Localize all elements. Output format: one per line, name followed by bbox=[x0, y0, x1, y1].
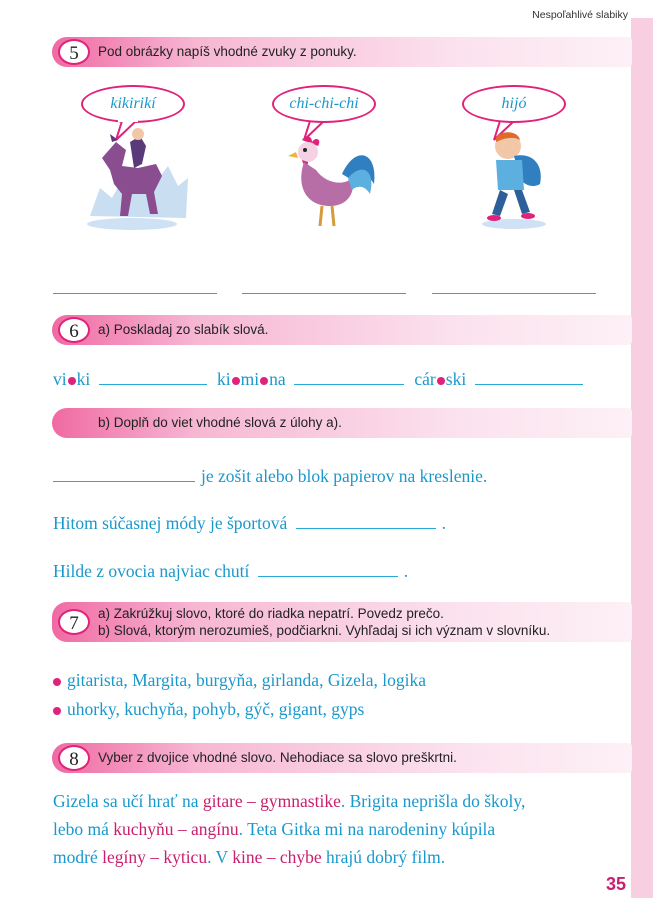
exercise-6b-banner bbox=[52, 408, 632, 438]
speech-bubble-1: kikirikí bbox=[81, 85, 185, 123]
syllable: na bbox=[269, 369, 286, 389]
word-choice-4[interactable]: kine – chybe bbox=[232, 847, 322, 867]
rooster-illustration bbox=[286, 134, 378, 232]
syllable-answer-blank-2[interactable] bbox=[294, 370, 404, 385]
chapter-header: Nespoľahlivé slabiky bbox=[532, 9, 628, 21]
sentence-3 bbox=[53, 561, 408, 582]
exercise-6a-instruction: a) Poskladaj zo slabík slová. bbox=[98, 322, 269, 337]
speech-bubble-3: hijó bbox=[462, 85, 566, 123]
sentence-2-blank[interactable] bbox=[296, 514, 436, 529]
sentence-3-blank[interactable] bbox=[258, 562, 398, 577]
syllable: vi bbox=[53, 369, 67, 389]
answer-line-5-3[interactable] bbox=[432, 293, 596, 294]
sentence-1-after: je zošit alebo blok papierov na kreslenie. bbox=[201, 466, 488, 486]
syllable: ski bbox=[445, 369, 467, 389]
word-row-1-text: gitarista, Margita, burgyňa, girlanda, Gizela, logika bbox=[67, 670, 426, 690]
syllable-dot bbox=[232, 377, 240, 385]
sentence-1-blank[interactable] bbox=[53, 467, 195, 482]
sentence-1 bbox=[53, 466, 487, 487]
exercise-5-number: 5 bbox=[58, 39, 90, 65]
exercise-8-line-3 bbox=[53, 843, 613, 871]
word-row-2-text: uhorky, kuchyňa, pohyb, gýč, gigant, gyps bbox=[67, 699, 365, 719]
text-plain: . Brigita neprišla do školy, bbox=[340, 791, 526, 811]
syllable-answer-blank-1[interactable] bbox=[99, 370, 207, 385]
bullet-icon bbox=[53, 678, 61, 686]
exercise-8-line-1 bbox=[53, 787, 613, 815]
exercise-6-number: 6 bbox=[58, 317, 90, 343]
sentence-3-before: Hilde z ovocia najviac chutí bbox=[53, 561, 250, 581]
syllable-row bbox=[53, 369, 583, 390]
exercise-7b-instruction: b) Slová, ktorým nerozumieš, podčiarkni. Vyhľadaj si ich význam v slovníku. bbox=[98, 623, 551, 638]
answer-line-5-2[interactable] bbox=[242, 293, 406, 294]
syllable-dot bbox=[260, 377, 268, 385]
text-plain: lebo má bbox=[53, 819, 114, 839]
exercise-7-number: 7 bbox=[58, 609, 90, 635]
syllable-dot bbox=[437, 377, 445, 385]
exercise-6b-instruction: b) Doplň do viet vhodné slová z úlohy a). bbox=[98, 415, 342, 430]
syllable: ki bbox=[76, 369, 91, 389]
boy-with-backpack-illustration bbox=[478, 130, 550, 230]
text-plain: Gizela sa učí hrať na bbox=[53, 791, 203, 811]
exercise-8-line-2 bbox=[53, 815, 613, 843]
page-number: 35 bbox=[605, 874, 626, 894]
exercise-8-number: 8 bbox=[58, 745, 90, 771]
exercise-7-banner bbox=[52, 602, 632, 642]
sentence-2-before: Hitom súčasnej módy je športová bbox=[53, 513, 288, 533]
speech-bubble-2: chi-chi-chi bbox=[272, 85, 376, 123]
answer-line-5-1[interactable] bbox=[53, 293, 217, 294]
word-choice-3[interactable]: legíny – kyticu bbox=[102, 847, 208, 867]
word-row-2 bbox=[53, 699, 364, 720]
exercise-8-instruction: Vyber z dvojice vhodné slovo. Nehodiace sa slovo preškrtni. bbox=[98, 750, 457, 765]
word-row-1 bbox=[53, 670, 426, 691]
exercise-6-banner bbox=[52, 315, 632, 345]
syllable: ki bbox=[217, 369, 231, 389]
text-plain: . Teta Gitka mi na narodeniny kúpila bbox=[238, 819, 496, 839]
syllable: mi bbox=[240, 369, 260, 389]
text-plain: . V bbox=[207, 847, 233, 867]
exercise-8-text bbox=[53, 787, 613, 871]
exercise-7-instructions bbox=[98, 605, 551, 638]
syllable-answer-blank-3[interactable] bbox=[475, 370, 583, 385]
text-plain: hrajú dobrý film. bbox=[321, 847, 446, 867]
word-choice-2[interactable]: kuchyňu – angínu bbox=[113, 819, 239, 839]
sentence-2 bbox=[53, 513, 446, 534]
horse-rider-illustration bbox=[82, 128, 194, 232]
bullet-icon bbox=[53, 707, 61, 715]
exercise-7a-instruction: a) Zakrúžkuj slovo, ktoré do riadka nepatrí. Povedz prečo. bbox=[98, 606, 444, 621]
exercise-8-banner bbox=[52, 743, 632, 773]
sentence-3-after: . bbox=[403, 561, 409, 581]
text-plain: modré bbox=[53, 847, 103, 867]
syllable: cár bbox=[414, 369, 436, 389]
exercise-5-instruction: Pod obrázky napíš vhodné zvuky z ponuky. bbox=[98, 44, 357, 59]
word-choice-1[interactable]: gitare – gymnastike bbox=[202, 791, 341, 811]
sentence-2-after: . bbox=[441, 513, 447, 533]
syllable-dot bbox=[68, 377, 76, 385]
